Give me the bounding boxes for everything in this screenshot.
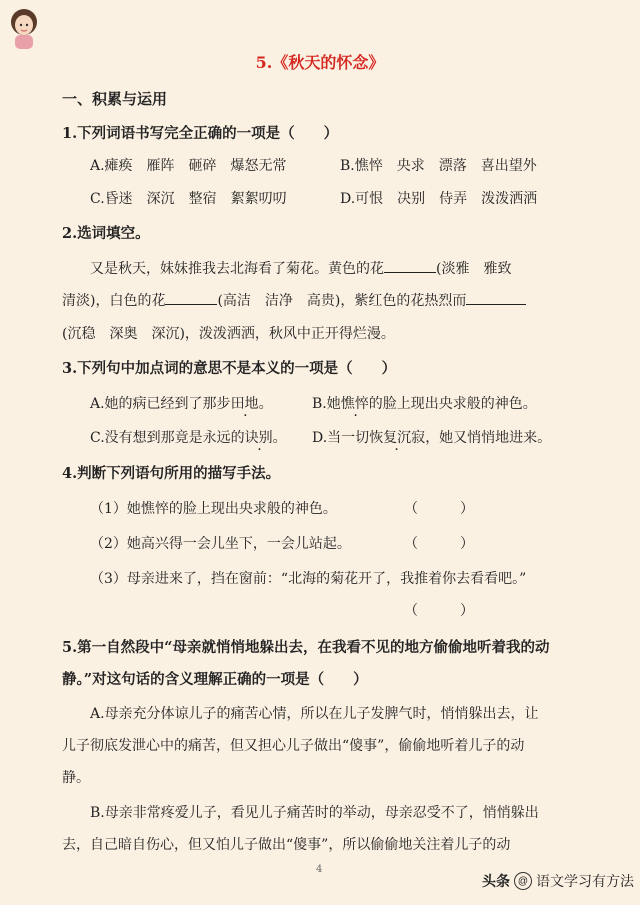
q1-option-c: C.昏迷 深沉 整宿 絮絮叨叨: [90, 191, 287, 207]
cartoon-girl-avatar-icon: [6, 6, 42, 50]
q3-b-text: B.她: [312, 396, 341, 412]
question-5-stem-line-1: 5.第一自然段中“母亲就悄悄地躲出去，在我看不见的地方偷偷地听着我的动: [62, 639, 550, 656]
q3-c-dotted-word: 诀别: [244, 430, 273, 446]
question-5-stem-line-2: 静。”对这句话的含义理解正确的一项是（ ）: [62, 671, 368, 688]
question-1-stem: 1.下列词语书写完全正确的一项是（ ）: [62, 125, 339, 142]
q5-option-a-line-2: 儿子彻底发泄心中的痛苦，但又担心儿子做出“傻事”，偷偷地听着儿子的动: [62, 738, 525, 754]
q3-b-end: 的脸上现出央求般的神色。: [368, 396, 537, 412]
q3-c-end: 。: [272, 430, 287, 446]
q2-line-2: [62, 290, 526, 310]
q2-line-2-choices: (高洁 洁净 高贵)，紫红色的花热烈而: [217, 293, 467, 309]
q3-a-end: 。: [258, 396, 273, 412]
q3-c-text: C.没有想到那竟是永远的: [90, 430, 245, 446]
q1-option-d: D.可恨 决别 侍弄 泼泼洒洒: [340, 191, 538, 207]
at-icon: @: [514, 872, 532, 890]
q2-line-1: [90, 258, 511, 278]
q3-d-text: D.当一切: [312, 430, 370, 446]
q3-d-dotted-word: 恢复沉寂: [369, 430, 426, 446]
q2-line-3: (沉稳 深奥 深沉)，泼泼洒洒，秋风中正开得烂漫。: [62, 326, 395, 342]
source-watermark: [482, 871, 634, 891]
q1-option-b: B.憔悴 央求 漂落 喜出望外: [340, 158, 537, 174]
page-number: 4: [316, 864, 323, 875]
q2-blank-2[interactable]: [165, 290, 217, 305]
q5-option-a-line-3: 静。: [62, 770, 90, 786]
q4-answer-1[interactable]: （ ）: [404, 501, 474, 517]
section-heading: 一、积累与运用: [62, 90, 168, 108]
q1-option-a: A.瘫痪 雁阵 砸碎 爆怒无常: [90, 158, 287, 174]
page-title: 5.《秋天的怀念》: [255, 53, 385, 72]
q2-line-1-choices: (淡雅 雅致: [436, 261, 512, 277]
watermark-account: 语文学习有方法: [536, 873, 634, 889]
q3-d-end: ，她又悄悄地进来。: [425, 430, 552, 446]
q4-item-3: （3）母亲进来了，挡在窗前：“北海的菊花开了，我推着你去看看吧。”: [90, 571, 527, 587]
q4-item-1: （1）她憔悴的脸上现出央求般的神色。: [90, 501, 337, 517]
q3-option-b: [312, 393, 537, 413]
question-4-stem: 4.判断下列语句所用的描写手法。: [62, 465, 281, 482]
q5-option-b-line-1: B.母亲非常疼爱儿子，看见儿子痛苦时的举动，母亲忍受不了，悄悄躲出: [90, 805, 539, 821]
q2-line-2-text: 清淡)，白色的花: [62, 293, 166, 309]
watermark-prefix: 头条: [482, 873, 510, 889]
q3-option-a: [90, 393, 273, 413]
q2-blank-1[interactable]: [384, 258, 436, 273]
q3-b-dotted-word: 憔悴: [340, 396, 369, 412]
q4-answer-2[interactable]: （ ）: [404, 536, 474, 552]
question-3-stem: 3.下列句中加点词的意思不是本义的一项是（ ）: [62, 360, 397, 377]
q5-option-b-line-2: 去，自己暗自伤心，但又怕儿子做出“傻事”，所以偷偷地关注着儿子的动: [62, 837, 511, 853]
q3-a-dotted-word: 田地: [230, 396, 259, 412]
q3-a-text: A.她的病已经到了那步: [90, 396, 231, 412]
question-2-stem: 2.选词填空。: [62, 225, 150, 242]
q2-line-1-text: 又是秋天，妹妹推我去北海看了菊花。黄色的花: [90, 261, 384, 277]
q3-option-c: [90, 427, 287, 447]
q3-option-d: [312, 427, 551, 447]
q4-item-2: （2）她高兴得一会儿坐下，一会儿站起。: [90, 536, 351, 552]
q5-option-a-line-1: A.母亲充分体谅儿子的痛苦心情，所以在儿子发脾气时，悄悄躲出去，让: [90, 706, 539, 722]
q4-answer-3[interactable]: （ ）: [404, 603, 474, 619]
q2-blank-3[interactable]: [466, 290, 526, 305]
